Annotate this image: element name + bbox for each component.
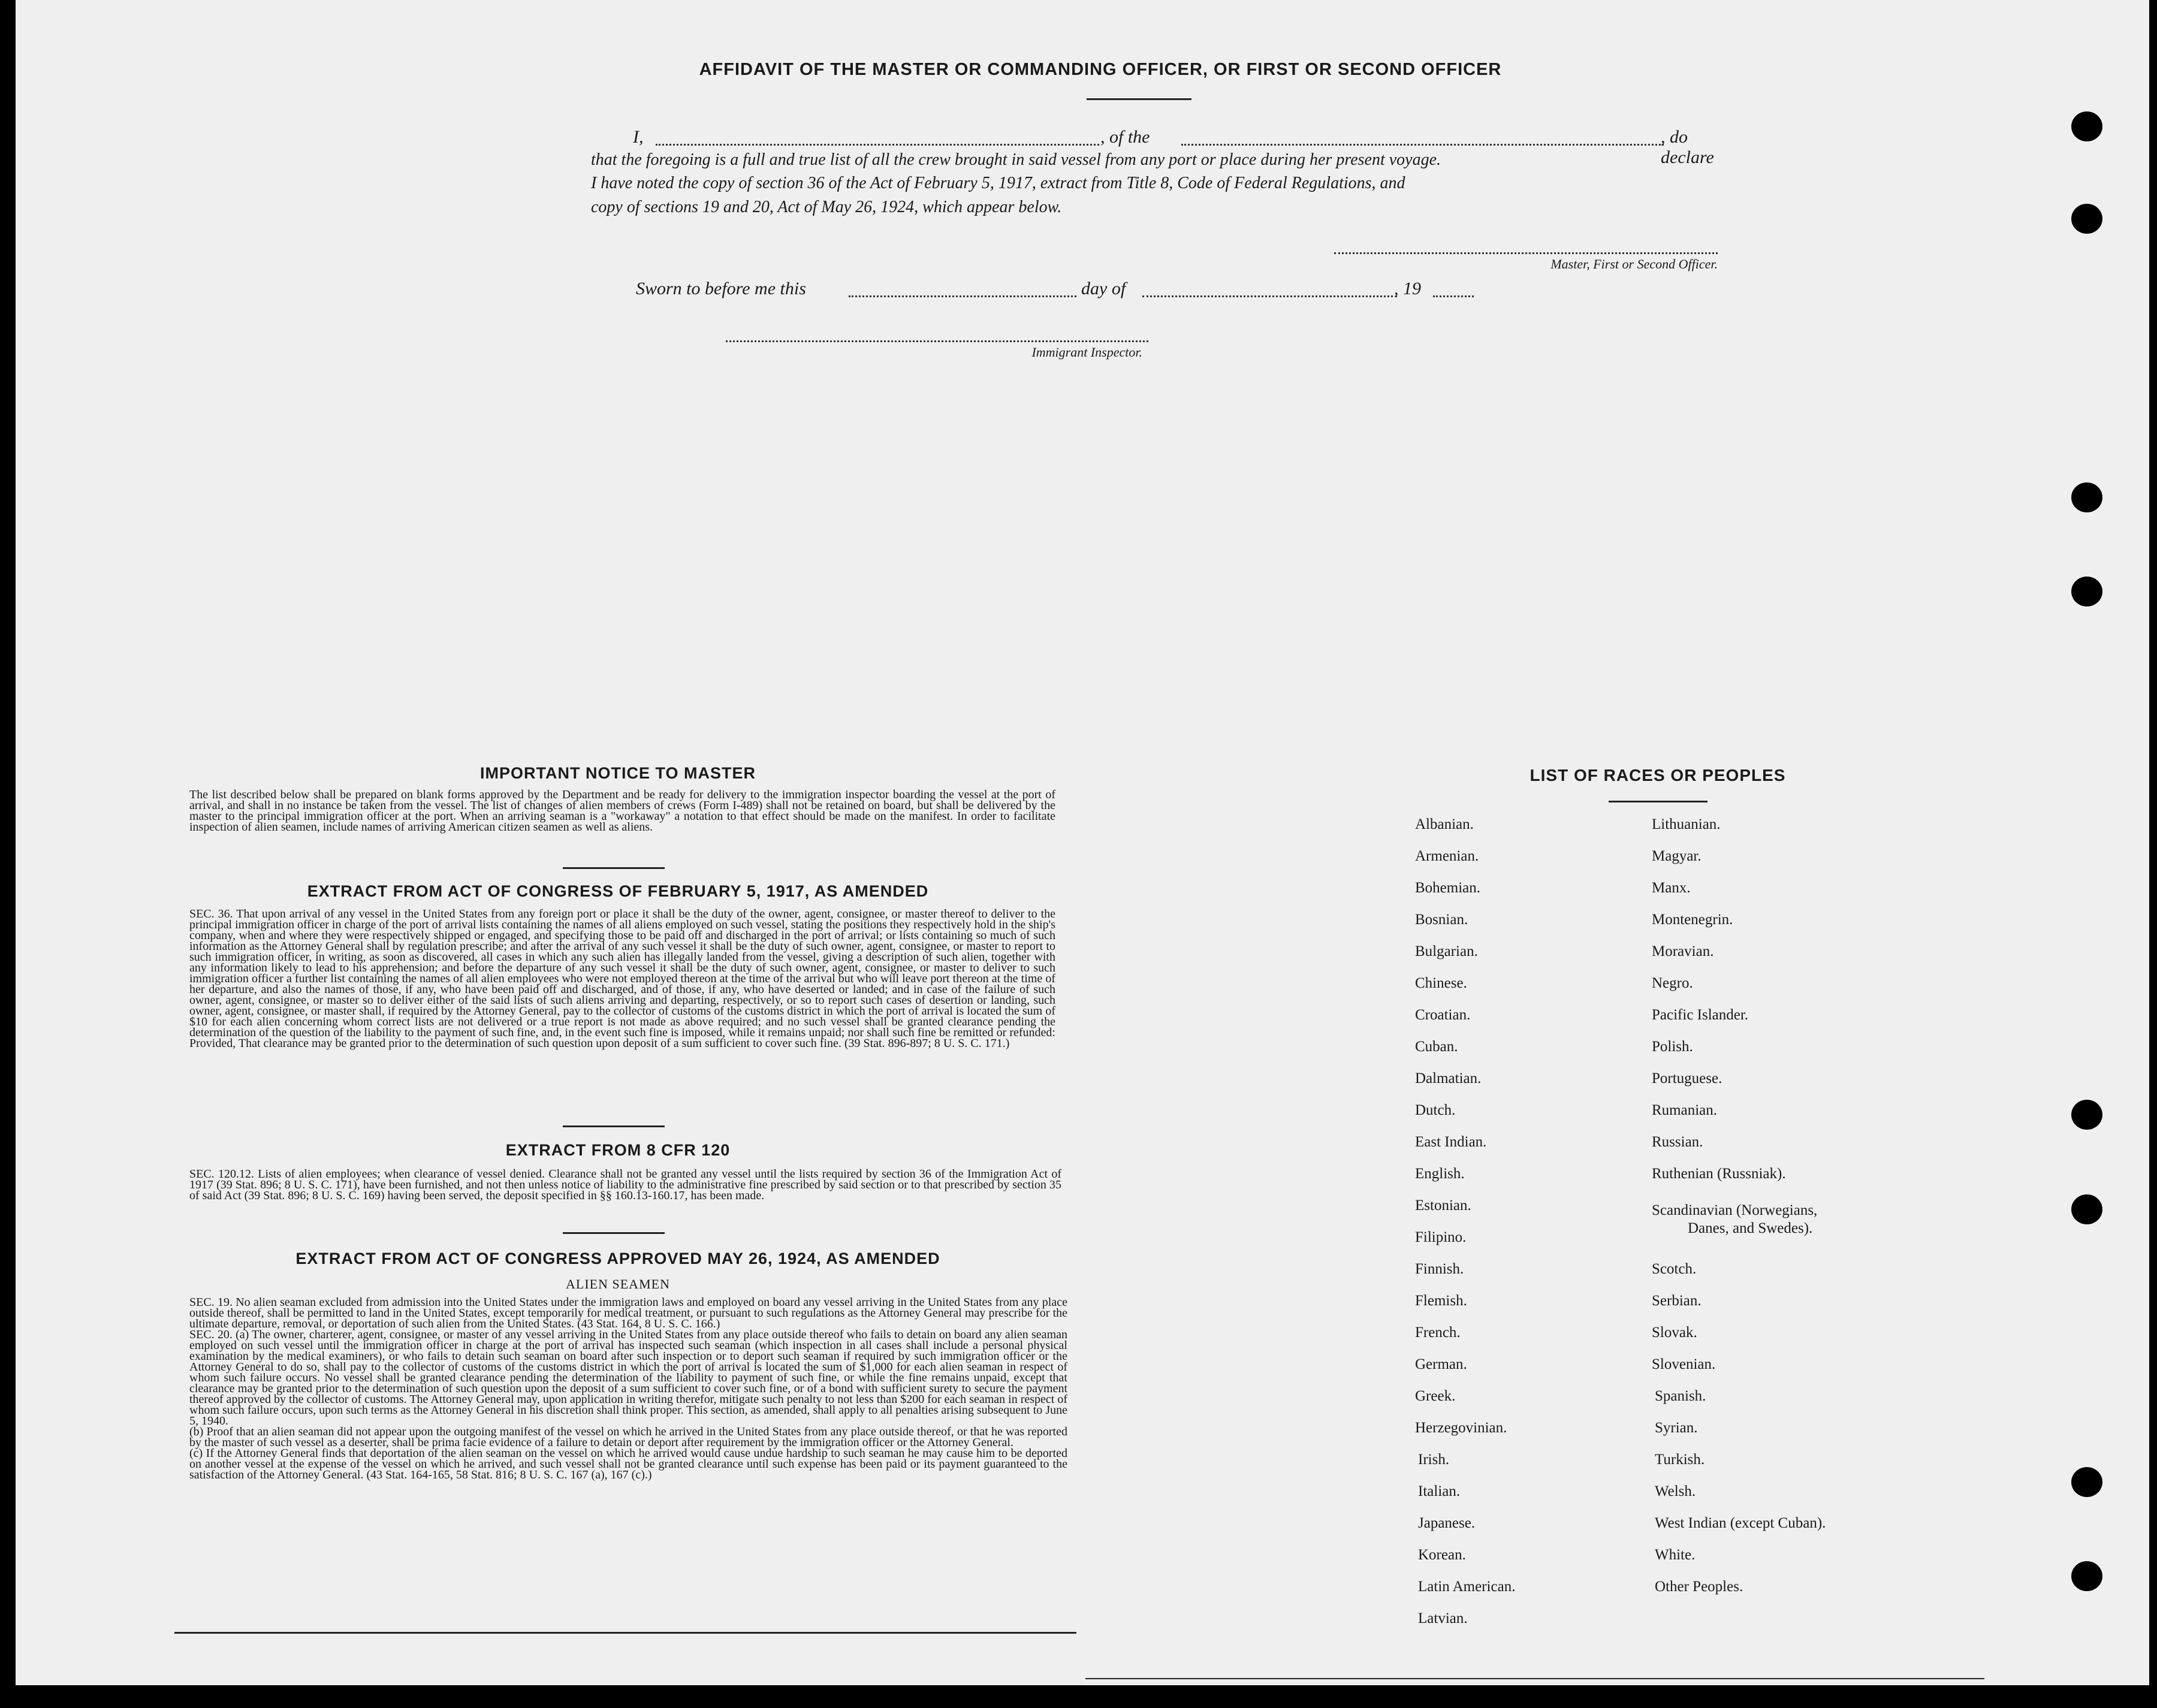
race-right-7: Pacific Islander. — [1652, 1007, 1749, 1023]
race-right-25: Other Peoples. — [1655, 1579, 1743, 1595]
race-right-11: Russian. — [1652, 1134, 1703, 1150]
notice-title: IMPORTANT NOTICE TO MASTER — [480, 764, 756, 782]
affidavit-line-2: that the foregoing is a full and true list of all the crew brought in said vessel from any port or place during her present voyage. — [591, 150, 1441, 169]
extract-1924-sec20c: (c) If the Attorney General finds that deportation of the alien seaman on the vessel on which he arrived would cause undue hardship to such seaman he may cause him to be deported on another vessel at the expense of the vessel on which he arrived, and such vessel shall not be granted clearance until such expense has been paid or its payment guaranteed to the satisfaction of the Attorney General. (43 Stat. 164-165, 58 Stat. 816; 8 U. S. C. 167 (a), 167 (c).) — [189, 1447, 1067, 1481]
race-right-8: Polish. — [1652, 1039, 1693, 1055]
race-left-5: Bulgarian. — [1415, 943, 1478, 959]
race-right-16: Serbian. — [1652, 1293, 1702, 1309]
race-left-17: French. — [1415, 1324, 1461, 1341]
race-left-22: Italian. — [1418, 1483, 1461, 1499]
sworn-prefix: Sworn to before me this — [636, 279, 806, 298]
sworn-day-field[interactable] — [849, 283, 1076, 297]
races-divider — [1609, 801, 1708, 802]
extract-1924-sec20b: (b) Proof that an alien seaman did not appear upon the outgoing manifest of the vessel on which he arrived in the United States from any place outside thereof, or that he was reported by the master of such vessel as a deserter, shall be prima facie evidence of a failure to detain or deport after requirement by the immigration officer or the Attorney General. — [189, 1425, 1067, 1449]
sworn-month-field[interactable] — [1142, 283, 1397, 297]
sworn-year-label: , 19 — [1394, 279, 1421, 298]
affidavit-line-3: I have noted the copy of section 36 of the Act of February 5, 1917, extract from Title 8, Code of Federal Regulations, and — [591, 174, 1405, 192]
extract-cfr-title: EXTRACT FROM 8 CFR 120 — [505, 1141, 731, 1159]
punch-hole-6 — [2071, 1194, 2102, 1224]
inspector-label: Immigrant Inspector. — [1031, 345, 1142, 360]
punch-hole-7 — [2071, 1467, 2102, 1497]
extract-1924-subtitle: ALIEN SEAMEN — [566, 1277, 670, 1291]
extract-1924-sec19: SEC. 19. No alien seaman excluded from admission into the United States under the immigration laws and employed on board any vessel arriving in the United States from any place outside thereof, shall be permitted to land in the United States, except temporarily for medical treatment, or pursuant to such regulations as the Attorney General may prescribe for the ultimate departure, removal, or deportation of such alien from the United States. (43 Stat. 164, 8 U. S. C. 166.) — [189, 1296, 1067, 1330]
race-left-24: Korean. — [1418, 1547, 1466, 1563]
race-left-14: Filipino. — [1415, 1229, 1467, 1245]
race-left-15: Finnish. — [1415, 1261, 1464, 1277]
extract-cfr-divider — [563, 1232, 665, 1234]
race-left-11: East Indian. — [1415, 1134, 1487, 1150]
race-right-23: West Indian (except Cuban). — [1655, 1515, 1826, 1531]
race-right-4: Montenegrin. — [1652, 912, 1733, 928]
sworn-line — [621, 279, 1520, 303]
affidavit-i-label: I, — [633, 127, 644, 147]
race-left-6: Chinese. — [1415, 975, 1467, 991]
vessel-name-field[interactable] — [1181, 131, 1664, 146]
affidavit-do-declare-label: , do declare — [1661, 127, 1714, 167]
punch-hole-2 — [2071, 204, 2102, 234]
race-right-10: Rumanian. — [1652, 1102, 1718, 1118]
race-right-9: Portuguese. — [1652, 1070, 1722, 1087]
extract-1924-body — [189, 1297, 1067, 1480]
race-left-4: Bosnian. — [1415, 912, 1468, 928]
extract-1917-body: SEC. 36. That upon arrival of any vessel in the United States from any foreign port or place it shall be the duty of the owner, agent, consignee, or master thereof to deliver to the principal immigration officer in charge of the port of arrival lists containing the names of all aliens employed on such vessel, stating the positions they respectively hold in the ship's company, when and where they were respectively shipped or engaged, and specifying those to be paid off and discharged in the port of arrival; or lists containing so much of such information as the Attorney General shall by regulation prescribe; and after the arrival of any such vessel it shall be the duty of such owner, agent, consignee, or master to report to such immigration officer, in writing, as soon as discovered, all cases in which any such alien has illegally landed from the vessel, giving a description of such alien, together with any information likely to lead to his apprehension; and before the departure of any such vessel it shall be the duty of such owner, agent, consignee, or master to deliver to such immigration officer a further list containing the names of all alien employees who were not employed thereon at the time of the arrival but who will leave port thereon at the time of her departure, and also the names of those, if any, who have been paid off and discharged, and of those, if any, who have deserted or landed; and in case of the failure of such owner, agent, consignee, or master so to deliver either of the said lists of such aliens arriving and departing, respectively, or so to report such cases of desertion or landing, such owner, agent, consignee, or master shall, if required by the Attorney General, pay to the collector of customs of the customs district in which the port of arrival is located the sum of $10 for each alien concerning whom correct lists are not delivered or a true report is not made as above required; and no such vessel shall be granted clearance pending the determination of the question of the liability to the payment of such fine, and, in the event such fine is imposed, while it remains unpaid; nor shall such fine be remitted or refunded: Provided, That clearance may be granted prior to the determination of such question upon deposit of a sum sufficient to cover such fine. (39 Stat. 896-897; 8 U. S. C. 171.) — [189, 907, 1055, 1050]
race-right-14: Danes, and Swedes). — [1688, 1220, 1813, 1236]
punch-hole-4 — [2071, 577, 2102, 606]
punch-hole-5 — [2071, 1100, 2102, 1130]
race-right-3: Manx. — [1652, 880, 1691, 896]
affidavit-title-rule — [1087, 98, 1191, 100]
race-right-19: Spanish. — [1655, 1388, 1706, 1404]
affidavit-title: AFFIDAVIT OF THE MASTER OR COMMANDING OFFICER, OR FIRST OR SECOND OFFICER — [699, 60, 1502, 79]
races-title: LIST OF RACES OR PEOPLES — [1529, 766, 1786, 784]
race-left-8: Cuban. — [1415, 1039, 1458, 1055]
race-right-18: Slovenian. — [1652, 1356, 1716, 1372]
race-left-1: Albanian. — [1415, 816, 1474, 832]
notice-divider — [563, 867, 665, 869]
race-left-12: English. — [1415, 1166, 1465, 1182]
race-left-23: Japanese. — [1418, 1515, 1476, 1531]
extract-1924-title: EXTRACT FROM ACT OF CONGRESS APPROVED MAY 26, 1924, AS AMENDED — [295, 1250, 940, 1268]
race-right-17: Slovak. — [1652, 1324, 1697, 1341]
race-right-1: Lithuanian. — [1652, 816, 1721, 832]
race-left-7: Croatian. — [1415, 1007, 1471, 1023]
race-left-10: Dutch. — [1415, 1102, 1456, 1118]
document-page — [16, 0, 2149, 1685]
race-left-3: Bohemian. — [1415, 880, 1481, 896]
declarant-name-field[interactable] — [656, 131, 1099, 146]
inspector-signature-field[interactable] — [726, 331, 1148, 342]
race-right-12: Ruthenian (Russniak). — [1652, 1166, 1786, 1182]
race-right-21: Turkish. — [1655, 1452, 1705, 1468]
race-left-13: Estonian. — [1415, 1197, 1471, 1214]
master-signature-label: Master, First or Second Officer. — [1550, 256, 1718, 271]
extract-cfr-body: SEC. 120.12. Lists of alien employees; when clearance of vessel denied. Clearance shall not be granted any vessel until the lists required by section 36 of the Immigration Act of 1917 (39 Stat. 896; 8 U. S. C. 171), have been furnished, and not then unless notice of liability to the administrative fine prescribed by said section or to that prescribed by section 35 of said Act (39 Stat. 896; 8 U. S. C. 169) having been served, the deposit specified in §§ 160.13-160.17, has been made. — [189, 1167, 1061, 1202]
race-right-20: Syrian. — [1655, 1420, 1698, 1436]
race-right-6: Negro. — [1652, 975, 1693, 991]
punch-hole-3 — [2071, 482, 2102, 512]
affidavit-line-4: copy of sections 19 and 20, Act of May 26, 1924, which appear below. — [591, 198, 1062, 216]
extract-1917-divider — [563, 1125, 665, 1127]
race-right-13: Scandinavian (Norwegians, — [1652, 1202, 1818, 1218]
race-left-16: Flemish. — [1415, 1293, 1467, 1309]
race-left-20: Herzegovinian. — [1415, 1420, 1507, 1436]
race-left-25: Latin American. — [1418, 1579, 1516, 1595]
race-left-21: Irish. — [1418, 1452, 1450, 1468]
race-left-18: German. — [1415, 1356, 1467, 1372]
bottom-rule-right — [1085, 1678, 1984, 1679]
race-left-2: Armenian. — [1415, 848, 1479, 864]
race-right-5: Moravian. — [1652, 943, 1714, 959]
sworn-year-field[interactable] — [1433, 283, 1474, 297]
punch-hole-1 — [2071, 111, 2102, 141]
race-right-22: Welsh. — [1655, 1483, 1696, 1499]
master-signature-field[interactable] — [1334, 243, 1718, 254]
race-left-19: Greek. — [1415, 1388, 1456, 1404]
race-left-26: Latvian. — [1418, 1610, 1468, 1626]
punch-hole-8 — [2071, 1561, 2102, 1591]
affidavit-of-the-label: , of the — [1100, 127, 1150, 147]
extract-1924-sec20a: SEC. 20. (a) The owner, charterer, agent, consignee, or master of any vessel arriving in the United States from any place outside thereof who fails to detain on board any alien seaman employed on such vessel until the immigration officer in charge at the port of arrival has inspected such seaman (which inspection in all cases shall include a personal physical examination by the medical examiners), or who fails to detain such seaman on board after such inspection or to deport such seaman if required by such immigration officer or the Attorney General to do so, shall pay to the collector of customs of the customs district in which the port of arrival is located the sum of $1,000 for each alien seaman in respect of whom such failure occurs. No vessel shall be granted clearance pending the determination of the liability to payment of such fine, or while the fine remains unpaid, except that clearance may be granted prior to the determination of such question upon the deposit of a sum sufficient to cover such fine, or of a bond with sufficient surety to secure the payment thereof approved by the collector of customs. The Attorney General may, upon application in writing therefor, mitigate such penalty to not less than $200 for each seaman in respect of whom such failure occurs, upon such terms as the Attorney General in his discretion shall think proper. This section, as amended, shall apply to all penalties arising subsequent to June 5, 1940. — [189, 1328, 1067, 1428]
race-right-15: Scotch. — [1652, 1261, 1697, 1277]
race-right-24: White. — [1655, 1547, 1696, 1563]
notice-body: The list described below shall be prepared on blank forms approved by the Department and be ready for delivery to the immigration inspector boarding the vessel at the port of arrival, and shall in no instance be taken from the vessel. The list of changes of alien members of crews (Form I-489) shall not be retained on board, but shall be delivered by the master to the principal immigration officer at the port. When an arriving seaman is a "workaway" a notation to that effect should be made on the manifest. In order to facilitate inspection of alien seamen, include names of arriving American citizen seamen as well as aliens. — [189, 788, 1055, 834]
extract-1917-title: EXTRACT FROM ACT OF CONGRESS OF FEBRUARY 5, 1917, AS AMENDED — [307, 882, 929, 900]
race-left-9: Dalmatian. — [1415, 1070, 1482, 1087]
sworn-day-of-label: day of — [1081, 279, 1126, 298]
bottom-rule-left — [174, 1632, 1076, 1634]
race-right-2: Magyar. — [1652, 848, 1702, 864]
